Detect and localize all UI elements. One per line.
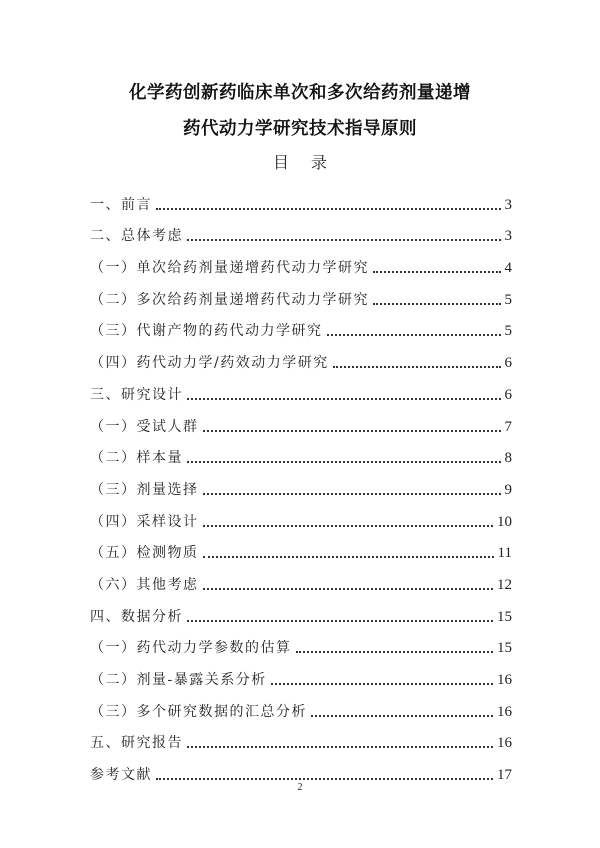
toc-entry[interactable] bbox=[90, 752, 512, 784]
toc-entry[interactable] bbox=[90, 436, 512, 468]
toc-entry-label: （四）采样设计 bbox=[90, 513, 199, 530]
toc-entry[interactable] bbox=[90, 214, 512, 246]
toc-entry-page: 8 bbox=[504, 450, 512, 467]
toc-entry[interactable] bbox=[90, 689, 512, 721]
toc-entry-label: 五、研究报告 bbox=[90, 735, 183, 752]
toc-entry[interactable] bbox=[90, 626, 512, 658]
toc-entry-label: （三）代谢产物的药代动力学研究 bbox=[90, 323, 323, 340]
toc-leader-dots bbox=[373, 270, 501, 273]
toc-leader-dots bbox=[203, 587, 494, 590]
toc-entry-label: （四）药代动力学/药效动力学研究 bbox=[90, 355, 329, 372]
toc-entry-label: （三）剂量选择 bbox=[90, 481, 199, 498]
toc-leader-dots bbox=[156, 777, 493, 780]
toc-leader-dots bbox=[311, 714, 493, 717]
toc-entry-page: 5 bbox=[504, 323, 512, 340]
toc-entry-page: 10 bbox=[497, 513, 512, 530]
toc-entry[interactable] bbox=[90, 372, 512, 404]
toc-leader-dots bbox=[187, 397, 501, 400]
toc-entry[interactable] bbox=[90, 277, 512, 309]
page-number: 2 bbox=[297, 782, 303, 793]
toc-entry-label: （一）药代动力学参数的估算 bbox=[90, 640, 292, 657]
toc-heading: 目录 bbox=[272, 153, 349, 172]
toc-entry-label: （一）受试人群 bbox=[90, 418, 199, 435]
toc-entry[interactable] bbox=[90, 467, 512, 499]
toc-entry[interactable] bbox=[90, 499, 512, 531]
toc-entry-page: 16 bbox=[497, 703, 512, 720]
toc-entry[interactable] bbox=[90, 531, 512, 563]
toc-entry[interactable] bbox=[90, 721, 512, 753]
toc-entry-label: 三、研究设计 bbox=[90, 386, 183, 403]
toc-entry-page: 7 bbox=[504, 418, 512, 435]
toc-entry-page: 16 bbox=[497, 672, 512, 688]
toc-entry[interactable] bbox=[90, 657, 512, 689]
toc-entry-label: 参考文献 bbox=[90, 767, 152, 784]
toc-entry-label: 一、前言 bbox=[90, 196, 152, 213]
toc-entry-page: 4 bbox=[504, 260, 512, 277]
toc-leader-dots bbox=[187, 619, 493, 622]
toc-entry-page: 12 bbox=[497, 576, 512, 593]
toc-leader-dots bbox=[333, 365, 501, 368]
toc-leader-dots bbox=[187, 238, 501, 241]
toc-leader-dots bbox=[327, 333, 501, 336]
toc-entry[interactable] bbox=[90, 309, 512, 341]
toc-leader-dots bbox=[156, 207, 501, 210]
toc-entry-page: 15 bbox=[497, 608, 512, 625]
toc-entry-page: 16 bbox=[497, 735, 512, 752]
toc-leader-dots bbox=[373, 302, 501, 305]
toc-entry[interactable] bbox=[90, 594, 512, 626]
toc-leader-dots bbox=[271, 682, 493, 685]
toc-entry-label: （三）多个研究数据的汇总分析 bbox=[90, 703, 307, 720]
toc-entry-page: 15 bbox=[497, 640, 512, 657]
document-title-line-1: 化学药创新药临床单次和多次给药剂量递增 bbox=[129, 83, 471, 103]
toc-entry-label: （一）单次给药剂量递增药代动力学研究 bbox=[90, 260, 369, 277]
document-title-line-2: 药代动力学研究技术指导原则 bbox=[183, 119, 417, 139]
toc-entry-label: （二）样本量 bbox=[90, 450, 183, 467]
toc-entry[interactable] bbox=[90, 404, 512, 436]
toc-entry-page: 17 bbox=[497, 767, 512, 784]
toc-entry[interactable] bbox=[90, 562, 512, 594]
toc-entry-page: 3 bbox=[504, 196, 512, 213]
toc-leader-dots bbox=[187, 460, 501, 463]
toc-entry-page: 3 bbox=[504, 228, 512, 245]
toc-entry-label: 四、数据分析 bbox=[90, 608, 183, 625]
toc-leader-dots bbox=[203, 492, 501, 495]
toc-leader-dots bbox=[187, 745, 493, 748]
toc-leader-dots bbox=[203, 429, 501, 432]
toc-entry-label: 二、总体考虑 bbox=[90, 228, 183, 245]
toc-entry[interactable] bbox=[90, 245, 512, 277]
toc-entry-page: 9 bbox=[504, 481, 512, 498]
toc-entry-page: 6 bbox=[504, 386, 512, 403]
toc-entry-page: 5 bbox=[504, 291, 512, 308]
toc-entry-page: 6 bbox=[504, 355, 512, 372]
toc-entry-page: 11 bbox=[497, 545, 512, 562]
toc-leader-dots bbox=[203, 524, 494, 527]
table-of-contents bbox=[90, 182, 512, 784]
toc-entry-label: （二）多次给药剂量递增药代动力学研究 bbox=[90, 291, 369, 308]
toc-entry[interactable] bbox=[90, 182, 512, 214]
toc-entry-label: （二）剂量-暴露关系分析 bbox=[90, 672, 267, 688]
toc-leader-dots bbox=[296, 650, 494, 653]
toc-entry-label: （五）检测物质 bbox=[90, 545, 199, 562]
toc-entry[interactable] bbox=[90, 340, 512, 372]
toc-leader-dots bbox=[203, 555, 494, 558]
toc-entry-label: （六）其他考虑 bbox=[90, 576, 199, 593]
